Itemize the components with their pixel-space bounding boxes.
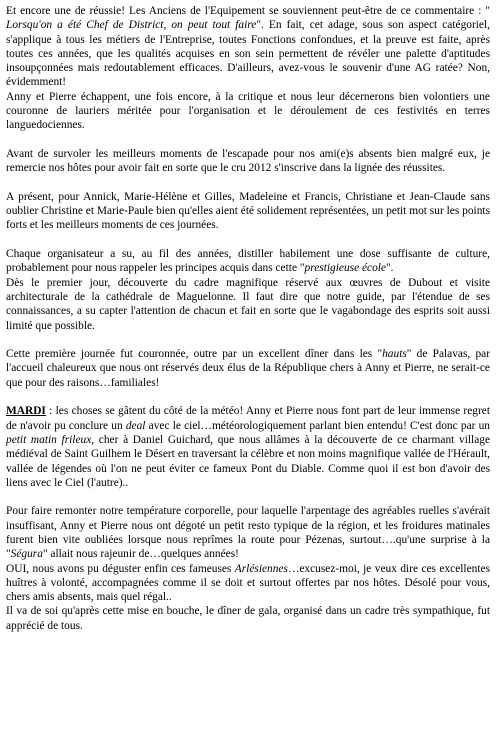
- text-run: Dès le premier jour, découverte du cadre magnifique réservé aux œuvres de Dubout et visite architecturale de la cathédrale de Maguelonne. Il faut dire que notre guide, par l'étendue de ses connaissances, a su capter l'attention de chacun et fait en sorte que le vagabondage des esprits soit aussi limité que possible.: [6, 276, 490, 332]
- italic-text: petit matin frileux: [6, 433, 92, 446]
- italic-text: hauts: [382, 348, 407, 361]
- paragraph-p7: [6, 347, 490, 390]
- text-run: …excusez-moi, je veux dire ces excellentes huîtres à volonté, accompagnées comme il se doit et surtout offertes par nos hôtes. Désolé pour vous, chers amis absents, mais quel régal..: [6, 562, 490, 604]
- italic-text: prestigieuse école: [304, 262, 386, 275]
- paragraph-p2: [6, 90, 490, 133]
- paragraph-p10: [6, 562, 490, 605]
- paragraph-p6: [6, 276, 490, 333]
- paragraph-p11: [6, 604, 490, 633]
- article-body: [6, 4, 490, 633]
- paragraph-p1: [6, 4, 490, 90]
- day-heading: [6, 405, 46, 417]
- day-heading-text: MARDI: [6, 405, 46, 418]
- text-run: ". En fait, cet adage, sous son aspect catégoriel, s'applique à tous les métiers de l'Entreprise, toutes Fonctions confondues, et la preuve est faite, après toutes ces années, que les qualités acquises en son sein permettent de révéler une palette d'aptitudes insoupçonnées mais redoutablement efficaces. D'ailleurs, avez-vous le souvenir d'une AG ratée? Non, évidemment!: [6, 19, 490, 89]
- text-run: , cher à Daniel Guichard, que nous allâmes à la découverte de ce charmant village médiéval de Saint Guilhem le Désert en traversant la célèbre et non moins magnifique vallée de l'Hérault, vallée de légendes où l'on ne peut éviter ce fameux Pont du Diable. Comme quoi il est bon d'avoir des liens avec le Ciel (l'autre)..: [6, 433, 490, 489]
- text-run: Avant de survoler les meilleurs moments de l'escapade pour nos ami(e)s absents bien malgré eux, je remercie nos hôtes pour avoir fait en sorte que le cru 2012 s'inscrive dans la lignée des réussites.: [6, 147, 490, 175]
- text-run: avec le ciel…météorologiquement parlant bien entendu! C'est donc par un: [145, 419, 490, 432]
- paragraph-p8: [6, 404, 490, 490]
- text-run: Chaque organisateur a su, au fil des années, distiller habilement une dose suffisante de culture, probablement pour nous rappeler les principes acquis dans cette ": [6, 248, 490, 275]
- text-run: OUI, nous avons pu déguster enfin ces fameuses: [6, 562, 235, 575]
- paragraph-p9: [6, 504, 490, 561]
- text-run: : les choses se gâtent du côté de la météo! Anny et Pierre nous font part de leur immense regret de n'avoir pu conclure un: [6, 405, 490, 432]
- text-run: Pour faire remonter notre température corporelle, pour laquelle l'arpentage des agréables ruelles s'avérait insuffisant, Anny et Pierre nous ont dégoté un petit resto typique de la région, et les froidures matinales furent bien vite oubliées lorsque nous reprîmes la route pour Pézenas, surtout….qu'une surprise à la ": [6, 505, 490, 561]
- text-run: Cette première journée fut couronnée, outre par un excellent dîner dans les ": [6, 348, 383, 361]
- text-run: ".: [386, 262, 394, 275]
- text-run: Il va de soi qu'après cette mise en bouche, le dîner de gala, organisé dans un cadre très sympathique, fut apprécié de tous.: [6, 605, 490, 632]
- paragraph-p4: [6, 190, 490, 233]
- text-run: " allait nous rajeunir de…quelques années!: [42, 548, 239, 561]
- text-run: Anny et Pierre échappent, une fois encore, à la critique et nous leur décernerons bien volontiers une couronne de lauriers méritée pour l'organisation et le déroulement de ces festivités en terres languedociennes.: [6, 90, 490, 132]
- text-run: Et encore une de réussie! Les Anciens de l'Equipement se souviennent peut-être de ce commentaire : ": [6, 5, 490, 17]
- text-run: " de Palavas, par l'accueil chaleureux que nous ont réservés deux élus de la République chers à Anny et Pierre, ne serait-ce que pour des raisons…familiales!: [6, 348, 490, 389]
- italic-text: Ségura: [10, 548, 43, 561]
- italic-text: Lorsqu'on a été Chef de District, on peut tout faire: [6, 19, 257, 32]
- text-run: A présent, pour Annick, Marie-Hélène et Gilles, Madeleine et Francis, Christiane et Jean-Claude sans oublier Christine et Marie-Paule bien qu'elles aient été solidement représentées, un petit mot sur les points forts et les meilleurs moments de ces journées.: [6, 190, 490, 232]
- italic-text: deal: [125, 419, 146, 432]
- paragraph-p3: [6, 147, 490, 176]
- paragraph-p5: [6, 247, 490, 276]
- italic-text: Arlésiennes: [234, 562, 288, 575]
